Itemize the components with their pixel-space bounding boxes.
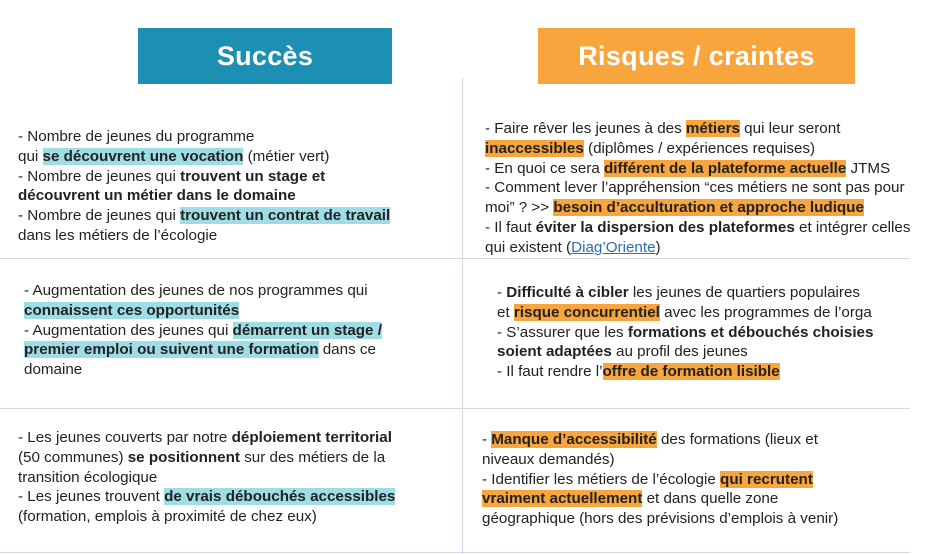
text-line: - Augmentation des jeunes qui démarrent un stage / [24,321,382,339]
highlight: vraiment actuellement [482,490,643,508]
success-cell-2 [24,281,382,380]
highlight: risque concurrentiel [513,303,660,321]
highlight: Manque d’accessibilité [491,431,657,448]
text-line: - En quoi ce sera différent de la plateforme actuelle JTMS [485,159,891,177]
column-divider [462,78,463,554]
text-line: - Manque d’accessibilité des formations (lieux et [482,431,818,448]
highlight: connaissent ces opportunités [24,301,240,319]
text-line: et risque concurrentiel avec les programmes de l’orga [497,303,872,321]
text-line: - Difficulté à cibler les jeunes de quartiers populaires [497,284,860,301]
diag-oriente-link[interactable]: Diag’Oriente [571,238,656,256]
text-line: qui se découvrent une vocation (métier vert) [18,147,330,165]
highlight: qui recrutent [720,470,813,488]
text-line: inaccessibles (diplômes / expériences requises) [485,139,816,157]
highlight: offre de formation lisible [602,363,780,381]
risks-cell-1 [485,119,910,258]
highlight: se découvrent une vocation [42,147,244,165]
text-line: - Comment lever l’appréhension “ces métiers ne sont pas pour [485,179,905,197]
highlight: métiers [685,120,740,137]
text-line: - Nombre de jeunes qui trouvent un stage et [18,167,326,185]
text-line: vraiment actuellement et dans quelle zone [482,490,779,508]
highlight: différent de la plateforme actuelle [604,159,847,177]
text-line: - S’assurer que les formations et débouchés choisies [497,323,874,341]
success-cell-1 [18,127,390,246]
text-line: découvrent un métier dans le domaine [18,187,296,205]
risks-header: Risques / craintes [538,28,855,84]
highlight: premier emploi ou suivent une formation [24,341,319,359]
highlight: besoin d’acculturation et approche ludique [553,199,864,217]
text-line: - Augmentation des jeunes de nos programmes qui [24,282,368,299]
highlight: inaccessibles [485,139,584,157]
row-divider [0,552,910,553]
text-line: transition écologique [18,468,158,486]
text-line: - Les jeunes couverts par notre déploiement territorial [18,429,392,446]
risks-cell-2 [497,283,873,382]
text-line: premier emploi ou suivent une formation dans ce [24,341,376,359]
text-line: géographique (hors des prévisions d’emplois à venir) [482,510,839,528]
text-line: - Il faut rendre l’offre de formation lisible [497,363,780,381]
highlight: trouvent un contrat de travail [180,207,391,225]
text-line: - Faire rêver les jeunes à des métiers qui leur seront [485,120,841,137]
text-line: (formation, emplois à proximité de chez eux) [18,508,317,526]
text-line: - Les jeunes trouvent de vrais débouchés accessibles [18,488,396,506]
success-header: Succès [138,28,392,84]
highlight: de vrais débouchés accessibles [164,488,396,506]
risks-cell-3 [482,430,838,529]
highlight: démarrent un stage / [232,321,382,339]
text-line: dans les métiers de l’écologie [18,226,218,244]
row-divider [0,258,910,259]
text-line: moi” ? >> besoin d’acculturation et approche ludique [485,199,864,217]
text-line: (50 communes) se positionnent sur des métiers de la [18,448,386,466]
text-line: - Il faut éviter la dispersion des plateformes et intégrer celles [485,218,911,236]
text-line [24,301,382,321]
text-line: - Nombre de jeunes du programme [18,128,255,145]
text-line: soient adaptées au profil des jeunes [497,343,748,361]
text-line: niveaux demandés) [482,450,615,468]
success-cell-3 [18,428,395,527]
text-line: domaine [24,361,83,379]
text-line: - Nombre de jeunes qui trouvent un contrat de travail [18,207,391,225]
text-line: - Identifier les métiers de l’écologie qui recrutent [482,470,813,488]
row-divider [0,408,910,409]
text-line: qui existent (Diag’Oriente) [485,238,661,256]
